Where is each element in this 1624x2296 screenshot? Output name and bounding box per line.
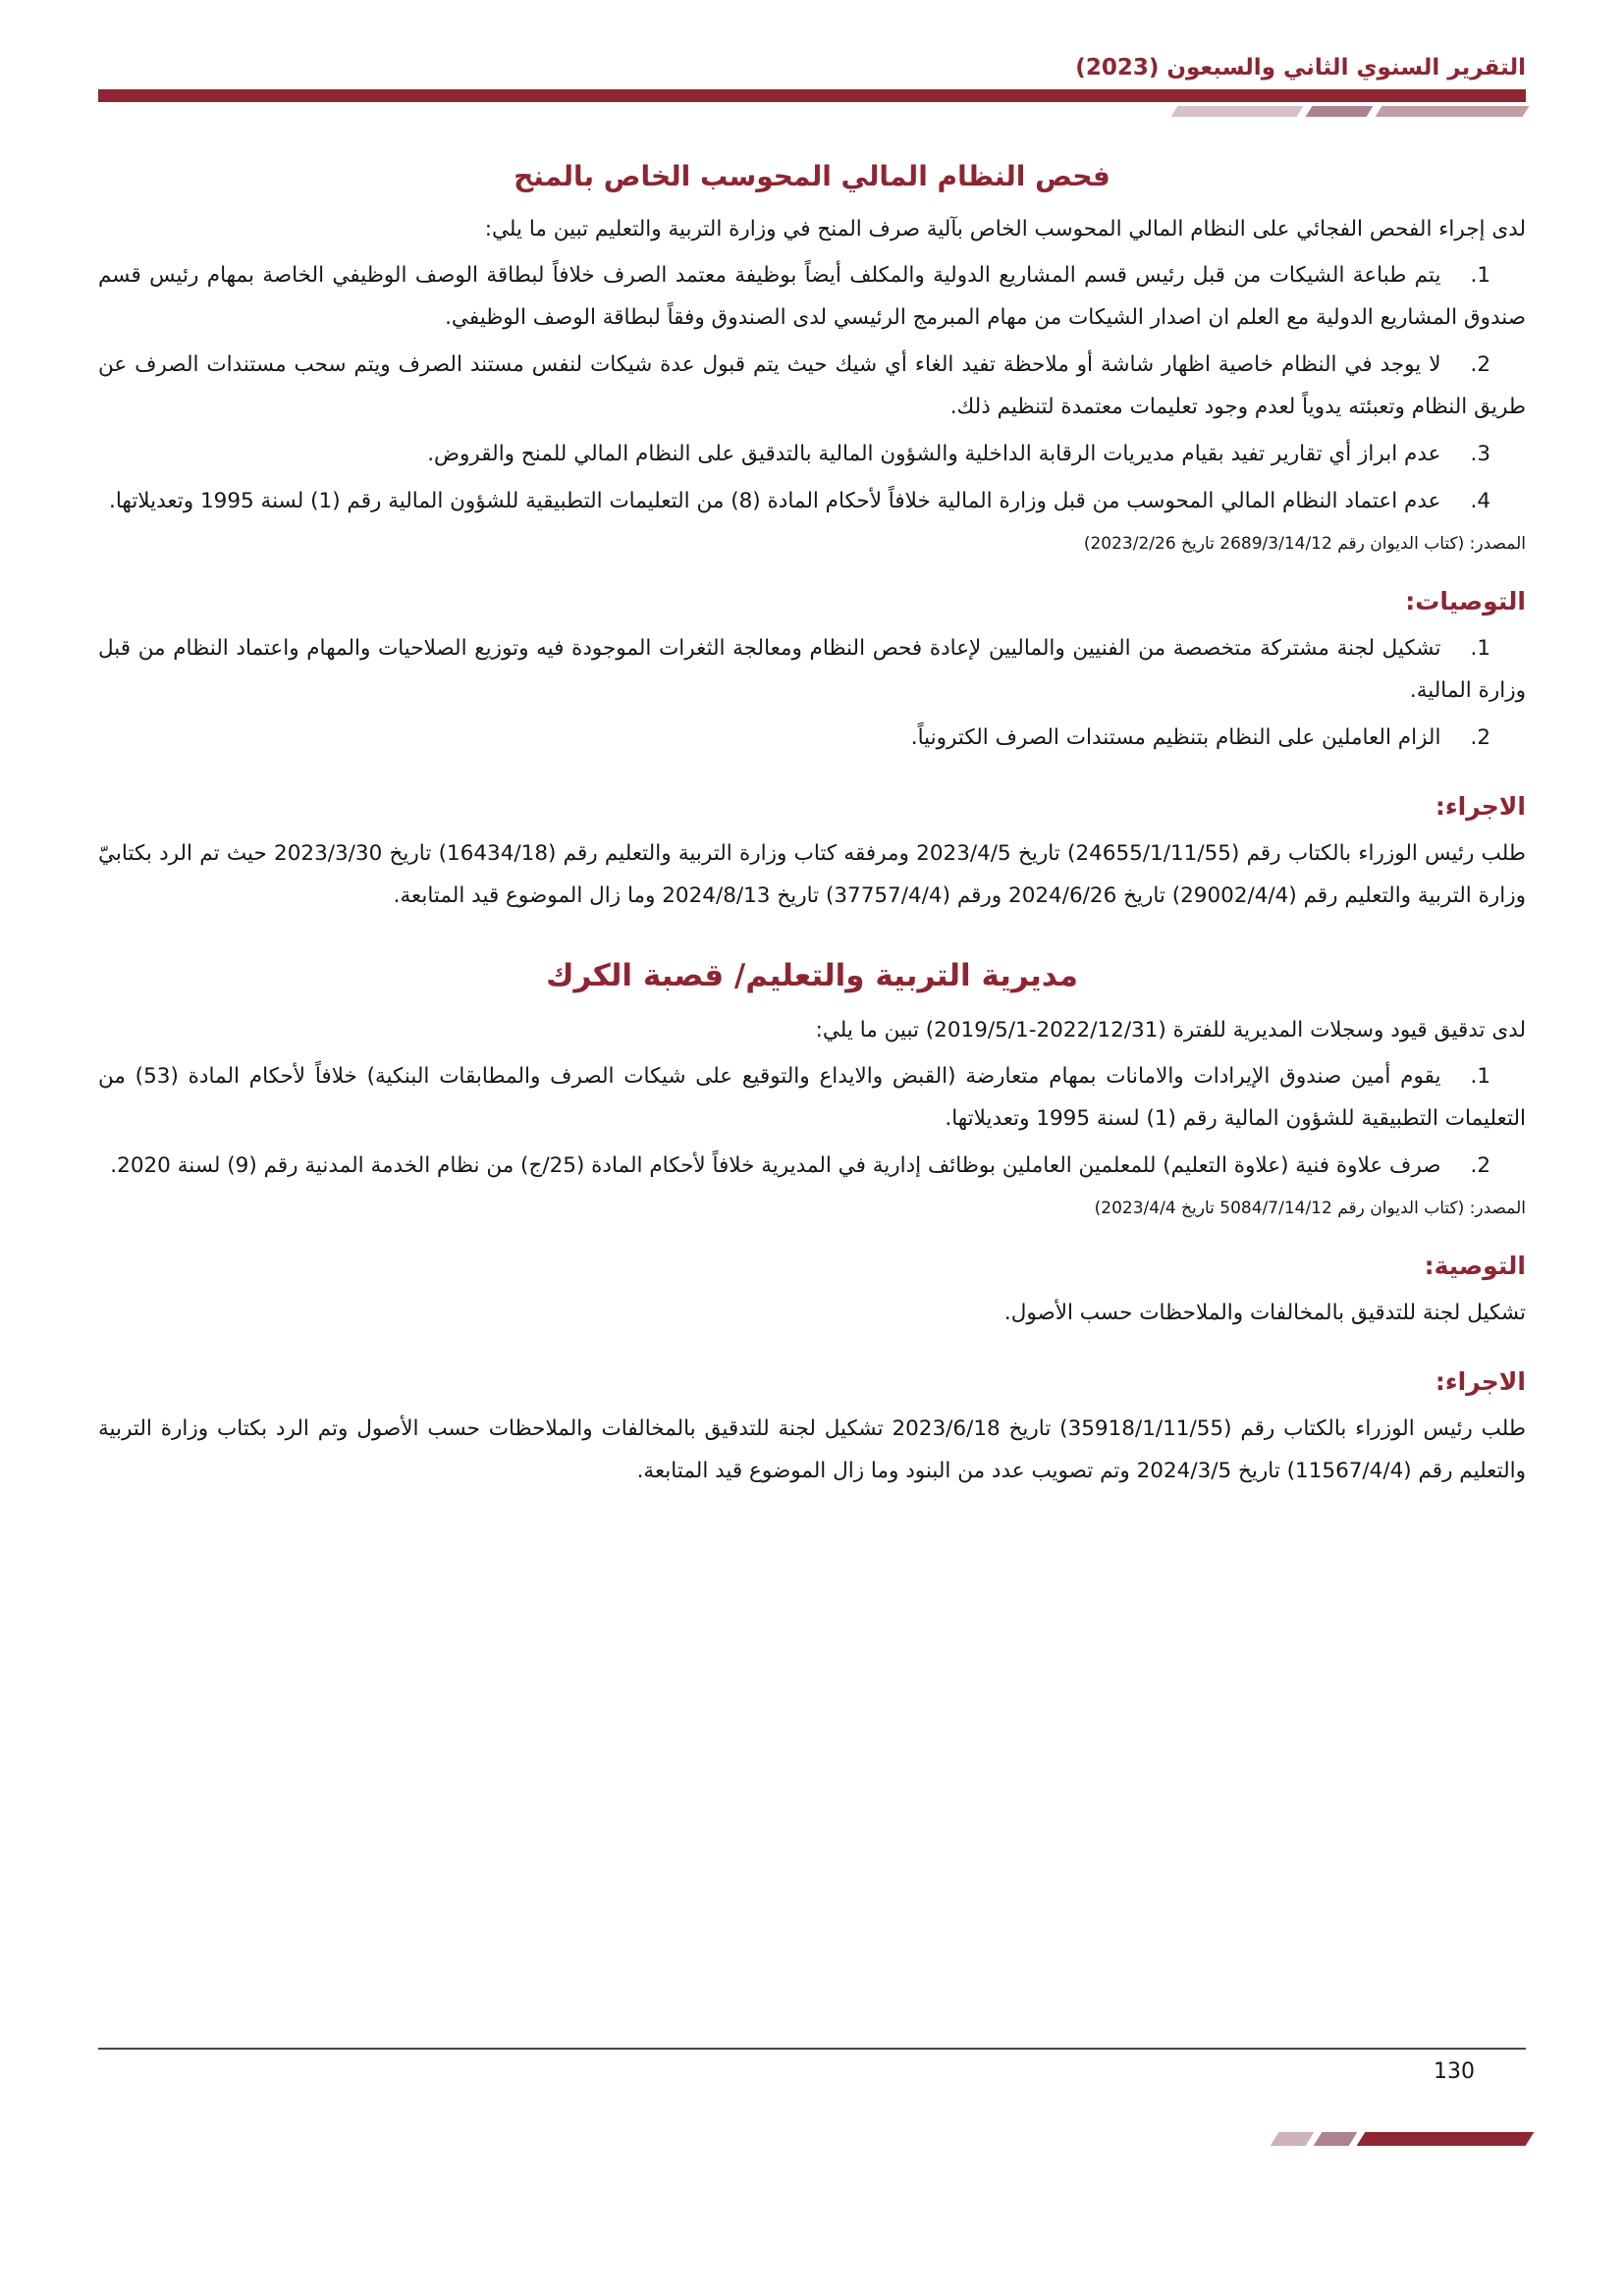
list-item [98,1145,1526,1187]
list-item-text: يتم طباعة الشيكات من قبل رئيس قسم المشاريع الدولية والمكلف أيضاً بوظيفة معتمد الصرف خلافاً لبطاقة الوصف الوظيفي الخاصة بمهام رئيس قسم صندوق المشاريع الدولية مع العلم ان اصدار الشيكات من مهام المبرمج الرئيسي لدى الصندوق وفقاً لبطاقة الوصف الوظيفي. [98,263,1526,330]
list-item [98,1055,1526,1140]
recommendation-heading: التوصية: [1424,1252,1526,1280]
footer-deco-segment [1357,2132,1535,2146]
report-content [98,160,1526,1492]
list-item-number: 1. [1470,636,1490,661]
list-item-text: عدم اعتماد النظام المالي المحوسب من قبل وزارة المالية خلافاً لأحكام المادة (8) من التعليمات التطبيقية للشؤون المالية رقم (1) لسنة 1995 وتعديلاتها. [109,489,1441,513]
list-item-text: يقوم أمين صندوق الإيرادات والامانات بمهام متعارضة (القبض والايداع والتوقيع على شيكات الصرف والمطابقات البنكية) خلافاً لأحكام المادة (53) من التعليمات التطبيقية للشؤون المالية رقم (1) لسنة 1995 وتعديلاتها. [98,1064,1526,1131]
header-deco-segment [1376,106,1530,117]
footer-rule [98,2048,1526,2050]
page-header [98,55,1526,117]
footer-deco-segment [1314,2132,1358,2146]
header-decoration [98,106,1526,117]
page-number: 130 [1434,2059,1475,2084]
list-item-number: 3. [1470,442,1490,466]
list-item [98,344,1526,428]
list-item-number: 2. [1470,1153,1490,1178]
report-title: التقرير السنوي الثاني والسبعون (2023) [1075,55,1526,80]
list-item-number: 2. [1470,352,1490,377]
section1-intro: لدى إجراء الفحص الفجائي على النظام المالي المحوسب الخاص بآلية صرف المنح في وزارة التربية والتعليم تبين ما يلي: [484,217,1526,241]
list-item-number: 1. [1470,1064,1490,1089]
action-paragraph: طلب رئيس الوزراء بالكتاب رقم (35918/1/11/55) تاريخ 2023/6/18 تشكيل لجنة للتدقيق بالمخالفات والملاحظات حسب الأصول وتم الرد بكتاب وزارة التربية والتعليم رقم (11567/4/4) تاريخ 2024/3/5 وتم تصويب عدد من البنود وما زال الموضوع قيد المتابعة. [98,1416,1527,1483]
list-item [98,627,1526,712]
footer-deco-segment [1271,2132,1315,2146]
list-item-text: تشكيل لجنة مشتركة متخصصة من الفنيين والماليين لإعادة فحص النظام ومعالجة الثغرات الموجودة فيه وتوزيع الصلاحيات والمهام واعتماد النظام من قبل وزارة المالية. [98,636,1526,703]
recommendations-list [98,627,1526,759]
list-item-text: لا يوجد في النظام خاصية اظهار شاشة أو ملاحظة تفيد الغاء أي شيك حيث يتم قبول عدة شيكات لنفس مستند الصرف ويتم سحب مستندات الصرف عن طريق النظام وتعبئته يدوياً لعدم وجود تعليمات معتمدة لتنظيم ذلك. [98,352,1526,419]
list-item [98,717,1526,759]
section2-intro: لدى تدقيق قيود وسجلات المديرية للفترة (2022/12/31-2019/5/1) تبين ما يلي: [815,1018,1526,1042]
action-paragraph: طلب رئيس الوزراء بالكتاب رقم (24655/1/11/55) تاريخ 2023/4/5 ومرفقه كتاب وزارة التربية والتعليم رقم (16434/18) تاريخ 2023/3/30 حيث تم الرد بكتابيّ وزارة التربية والتعليم رقم (29002/4/4) تاريخ 2024/6/26 ورقم (37757/4/4) تاريخ 2024/8/13 وما زال الموضوع قيد المتابعة. [98,841,1527,908]
section-title-grants-financial-system: فحص النظام المالي المحوسب الخاص بالمنح [514,160,1110,192]
recommendation-paragraph: تشكيل لجنة للتدقيق بالمخالفات والملاحظات حسب الأصول. [1003,1301,1526,1325]
list-item-number: 4. [1470,489,1490,513]
list-item [98,480,1526,522]
header-rule-bar [98,89,1526,102]
source-note: المصدر: (كتاب الديوان رقم 2689/3/14/12 تاريخ 2023/2/26) [1083,534,1526,554]
section-title-karak-directorate: مديرية التربية والتعليم/ قصبة الكرك [546,958,1078,993]
footer-decoration [1274,2132,1530,2146]
list-item-text: الزام العاملين على النظام بتنظيم مستندات الصرف الكترونياً. [910,725,1441,750]
header-deco-segment [1171,106,1304,117]
findings-list [98,1055,1526,1187]
list-item [98,433,1526,475]
list-item [98,254,1526,339]
list-item-text: صرف علاوة فنية (علاوة التعليم) للمعلمين العاملين بوظائف إدارية في المديرية خلافاً لأحكام المادة (25/ج) من نظام الخدمة المدنية رقم (9) لسنة 2020. [110,1153,1441,1178]
source-note: المصدر: (كتاب الديوان رقم 5084/7/14/12 تاريخ 2023/4/4) [1094,1199,1526,1218]
findings-list [98,254,1526,522]
action-heading: الاجراء: [1435,792,1526,821]
action-heading: الاجراء: [1435,1367,1526,1396]
list-item-number: 2. [1470,725,1490,750]
recommendations-heading: التوصيات: [1405,587,1526,615]
list-item-text: عدم ابراز أي تقارير تفيد بقيام مديريات الرقابة الداخلية والشؤون المالية بالتدقيق على النظام المالي للمنح والقروض. [427,442,1441,466]
list-item-number: 1. [1470,263,1490,288]
header-deco-segment [1306,106,1374,117]
